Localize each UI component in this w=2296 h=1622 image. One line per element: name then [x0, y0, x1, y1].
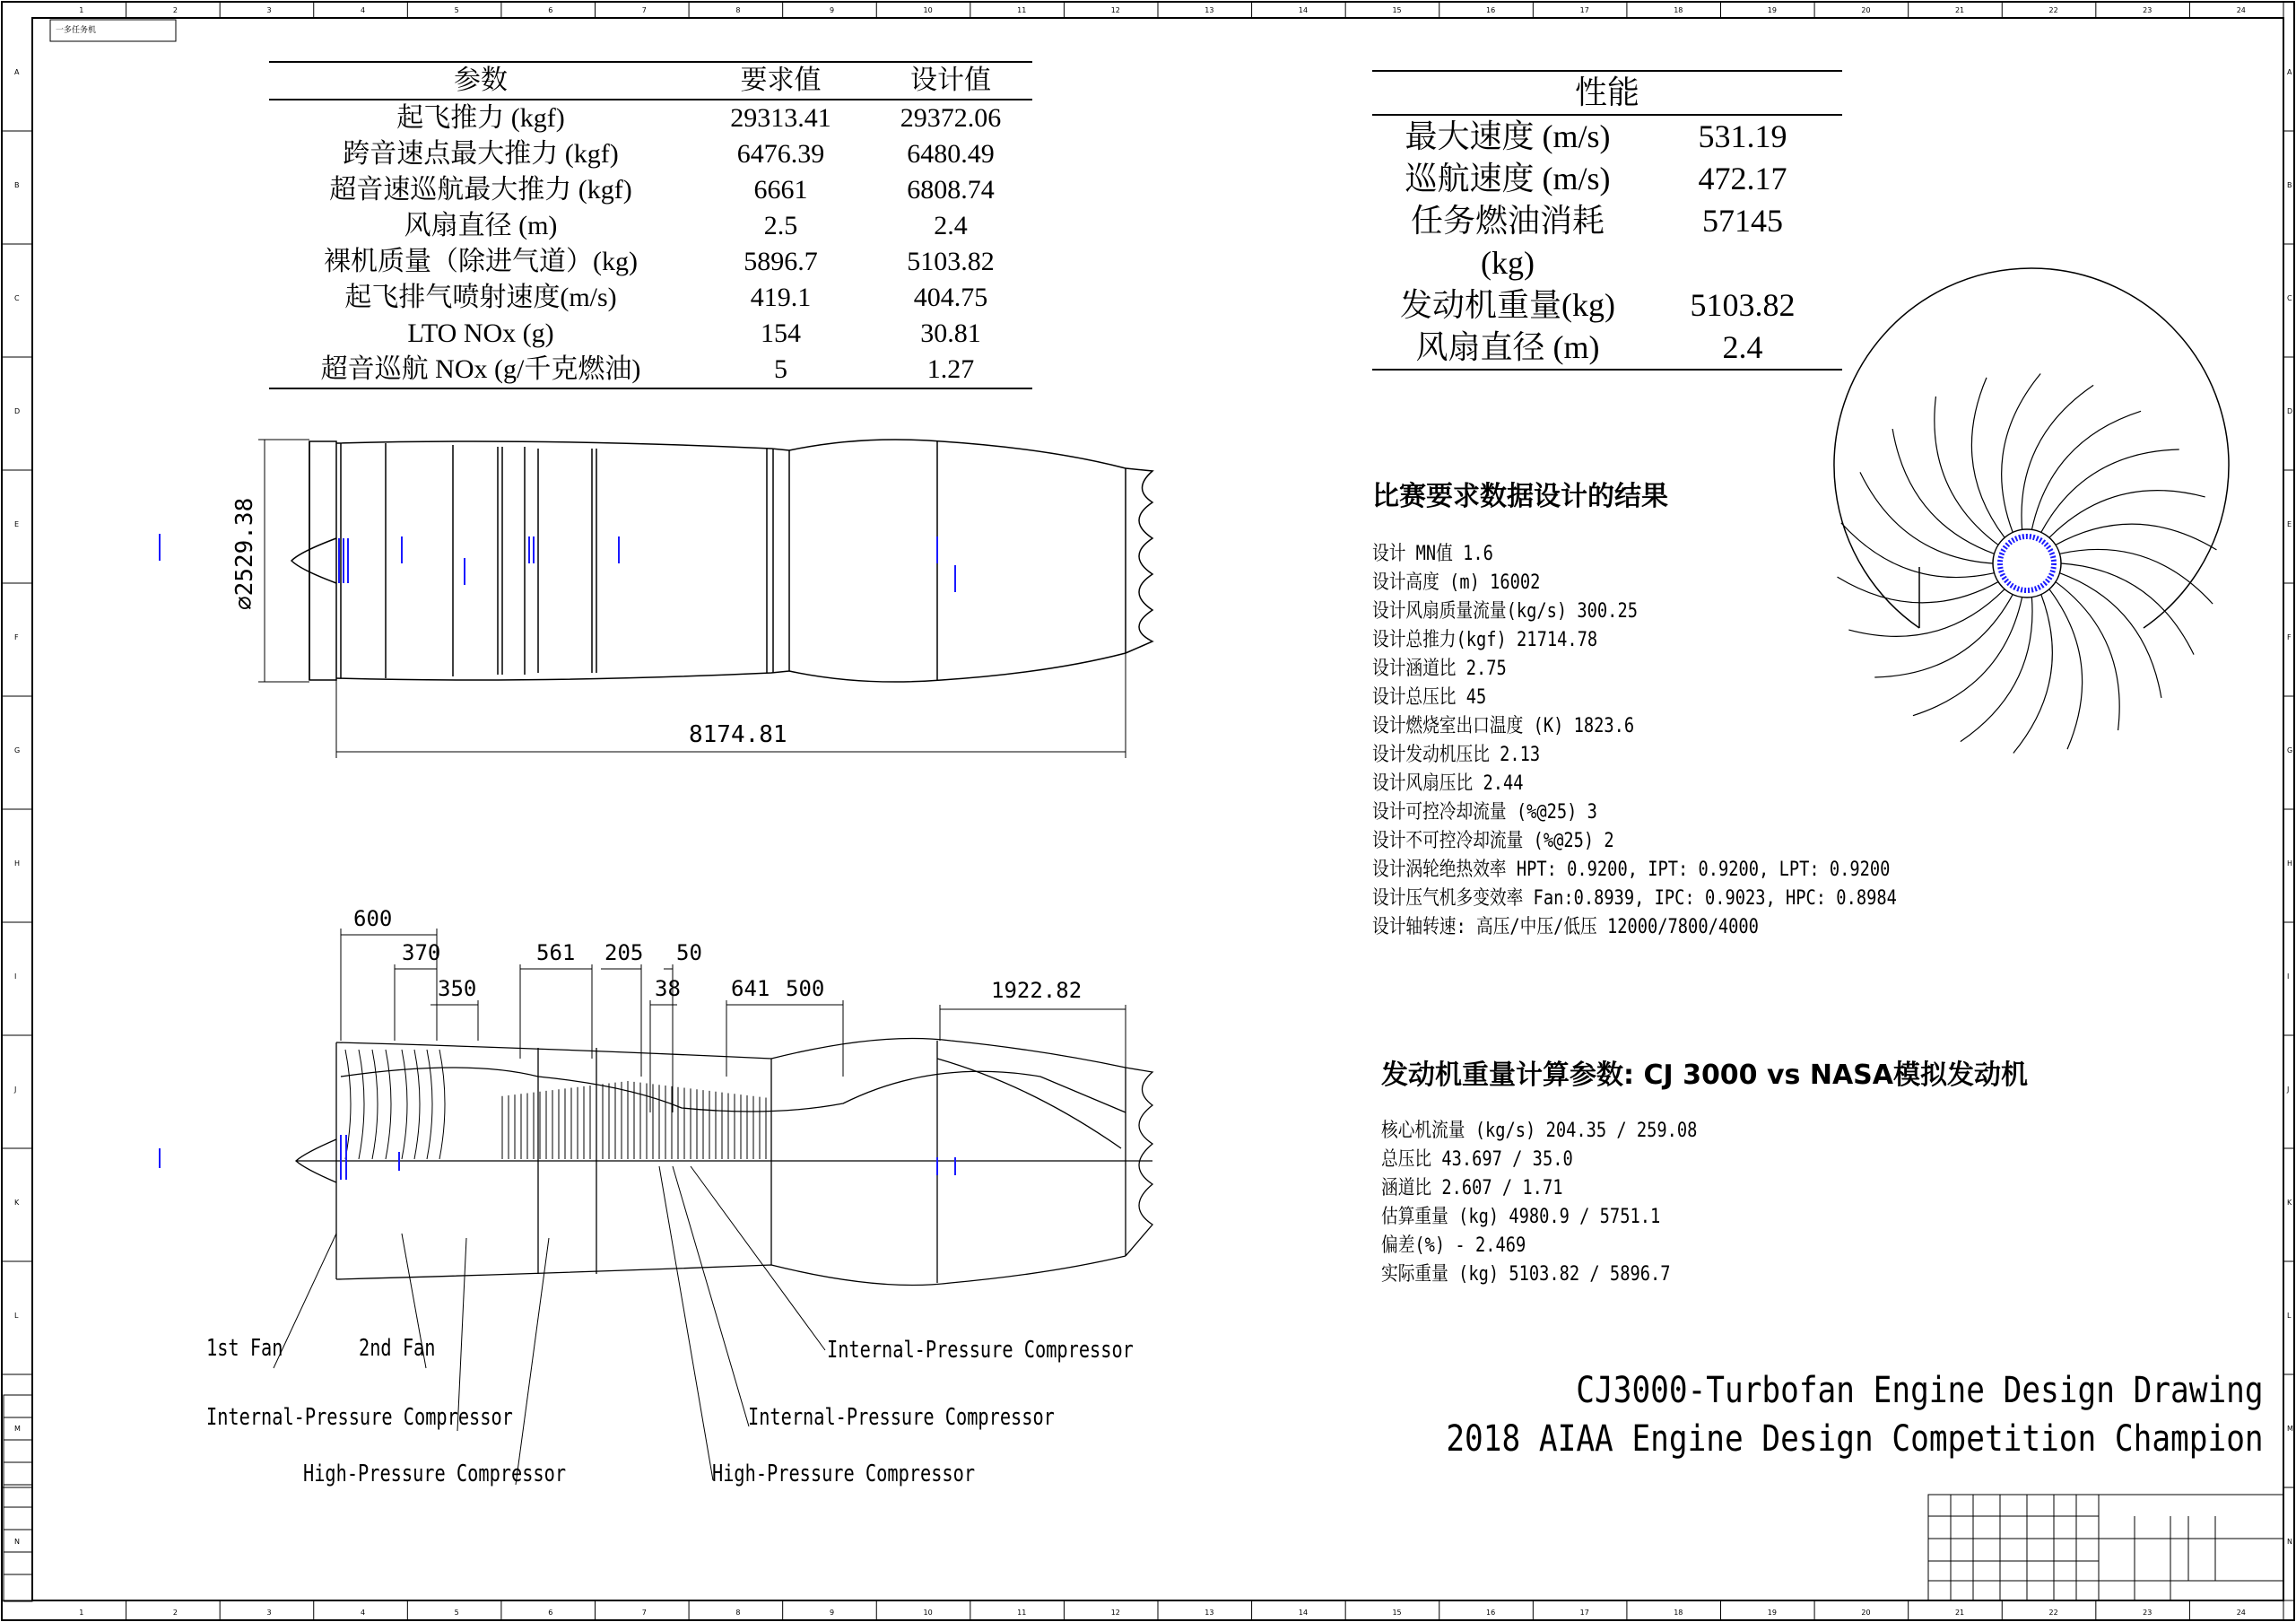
required-cell: 5 [692, 352, 869, 388]
param-cell: LTO NOx (g) [407, 318, 554, 348]
list-item: 设计风扇质量流量(kg/s) 300.25 [1372, 600, 1638, 623]
list-item: 设计发动机压比 2.13 [1372, 744, 1541, 766]
border-number: 6 [548, 1609, 553, 1617]
border-number: 4 [361, 6, 366, 14]
design-cell: 1.27 [869, 352, 1032, 388]
dim-500: 500 [786, 976, 825, 1001]
col-header-param: 参数 [269, 62, 692, 100]
list-item: 设计可控冷却流量 (%@25) 3 [1372, 801, 1597, 824]
list-item: 设计总推力(kgf) 21714.78 [1372, 629, 1598, 651]
dim-561: 561 [536, 940, 576, 965]
border-number: 12 [1110, 1609, 1120, 1617]
border-number: 11 [1017, 6, 1027, 14]
performance-value: 531.19 [1698, 118, 1787, 154]
list-item: 设计涡轮绝热效率 HPT: 0.9200, IPT: 0.9200, LPT: 0.9200 [1372, 859, 1891, 881]
dim-600: 600 [353, 906, 393, 931]
list-item: 设计 MN值 1.6 [1372, 543, 1493, 565]
design-cell: 404.75 [913, 283, 988, 312]
design-cell: 29372.06 [900, 103, 1002, 133]
border-number: 6 [548, 6, 553, 14]
border-letter: B [2287, 181, 2292, 189]
list-item: 设计风扇压比 2.44 [1372, 772, 1524, 795]
border-letter: C [2287, 294, 2292, 302]
border-number: 2 [172, 1609, 178, 1617]
border-letter: J [14, 1086, 17, 1094]
border-number: 1 [79, 6, 84, 14]
list-item: 偏差(%) - 2.469 [1381, 1234, 1526, 1257]
list-item: 设计燃烧室出口温度 (K) 1823.6 [1372, 715, 1635, 737]
callout-ipc-right-top: Internal-Pressure Compressor [827, 1337, 1134, 1364]
callout-1st-fan: 1st Fan [206, 1335, 283, 1362]
performance-value: 2.4 [1643, 327, 1842, 370]
border-number: 5 [454, 1609, 459, 1617]
border-number: 11 [1017, 1609, 1027, 1617]
border-number: 16 [1486, 6, 1496, 14]
border-number: 24 [2236, 1609, 2246, 1617]
border-number: 17 [1579, 6, 1589, 14]
border-number: 12 [1110, 6, 1120, 14]
required-cell: 6661 [753, 175, 808, 205]
required-cell: 419.1 [750, 283, 812, 312]
rotor-blade [414, 1050, 420, 1159]
performance-value: 57145 [1702, 203, 1783, 239]
param-cell: 起飞推力 (kgf) [396, 103, 565, 133]
border-letter: M [2287, 1425, 2293, 1433]
border-number: 10 [923, 1609, 933, 1617]
border-number: 20 [1861, 1609, 1871, 1617]
rotor-blade [439, 1050, 445, 1159]
border-letter: G [14, 746, 21, 754]
border-letter: H [14, 859, 21, 868]
performance-label: 发动机重量(kg) [1400, 287, 1615, 323]
dim-370: 370 [402, 940, 441, 965]
border-number: 10 [923, 6, 933, 14]
list-item: 估算重量 (kg) 4980.9 / 5751.1 [1381, 1206, 1661, 1228]
list-item: 设计不可控冷却流量 (%@25) 2 [1372, 830, 1614, 852]
callout-hpc-right: High-Pressure Compressor [712, 1461, 976, 1487]
drawing-header-label: 一多任务机 [56, 26, 97, 35]
callout-ipc-right: Internal-Pressure Compressor [748, 1404, 1055, 1431]
border-number: 4 [361, 1609, 366, 1617]
border-number: 9 [829, 6, 835, 14]
list-item: 设计总压比 45 [1372, 686, 1487, 709]
border-number: 22 [2048, 6, 2058, 14]
performance-label: 巡航速度 (m/s) [1405, 161, 1611, 196]
border-number: 24 [2236, 6, 2246, 14]
performance-label: (kg) [1481, 245, 1535, 281]
drawing-title-line2: 2018 AIAA Engine Design Competition Champion [1446, 1418, 2264, 1460]
border-number: 14 [1298, 1609, 1309, 1617]
weight-params-title: 发动机重量计算参数: CJ 3000 vs NASA模拟发动机 [1381, 1060, 2029, 1091]
border-letter: L [2287, 1312, 2292, 1320]
border-letter: J [2287, 1086, 2290, 1094]
callout-ipc-left: Internal-Pressure Compressor [206, 1404, 513, 1431]
border-number: 13 [1205, 1609, 1214, 1617]
border-number: 7 [641, 1609, 647, 1617]
design-cell: 2.4 [934, 211, 968, 240]
border-number: 15 [1392, 6, 1402, 14]
list-item: 实际重量 (kg) 5103.82 / 5896.7 [1381, 1263, 1671, 1286]
border-letter: I [2287, 972, 2290, 981]
border-letter: K [14, 1199, 20, 1207]
border-letter: H [2287, 859, 2293, 868]
border-number: 23 [2143, 6, 2152, 14]
rotor-blade [427, 1050, 432, 1159]
design-results-title: 比赛要求数据设计的结果 [1372, 481, 1668, 512]
required-cell: 154 [761, 318, 801, 348]
border-letter: G [2287, 746, 2293, 754]
list-item: 核心机流量 (kg/s) 204.35 / 259.08 [1381, 1120, 1698, 1142]
border-letter: F [14, 633, 19, 641]
col-header-design: 设计值 [869, 62, 1032, 100]
list-item: 设计涵道比 2.75 [1372, 658, 1507, 680]
border-letter: M [14, 1425, 21, 1433]
design-cell: 6808.74 [907, 175, 995, 205]
length-dimension: 8174.81 [689, 721, 787, 748]
border-letter: D [2287, 407, 2293, 415]
border-number: 18 [1674, 6, 1683, 14]
list-item: 总压比 43.697 / 35.0 [1381, 1148, 1573, 1171]
border-number: 5 [454, 6, 459, 14]
required-cell: 5896.7 [744, 247, 818, 276]
border-number: 14 [1298, 6, 1309, 14]
performance-value: 5103.82 [1690, 287, 1796, 323]
performance-value: 472.17 [1698, 161, 1787, 196]
list-item: 设计轴转速: 高压/中压/低压 12000/7800/4000 [1372, 916, 1759, 938]
border-number: 8 [735, 6, 741, 14]
dim-205: 205 [604, 940, 644, 965]
dim-50: 50 [676, 940, 702, 965]
diameter-dimension: ⌀2529.38 [231, 497, 258, 610]
dim-38: 38 [655, 976, 681, 1001]
border-letter: E [14, 520, 20, 528]
required-cell: 29313.41 [730, 103, 831, 133]
param-cell: 超音巡航 NOx (g/千克燃油) [269, 352, 692, 388]
rotor-blade [372, 1050, 378, 1159]
border-letter: N [2287, 1538, 2292, 1546]
performance-label: 任务燃油消耗 [1410, 203, 1605, 239]
callout-2nd-fan: 2nd Fan [359, 1335, 436, 1362]
performance-label: 最大速度 (m/s) [1405, 118, 1611, 154]
param-cell: 起飞排气喷射速度(m/s) [344, 283, 617, 312]
border-number: 3 [266, 1609, 272, 1617]
border-number: 21 [1954, 1609, 1965, 1617]
border-letter: F [2287, 633, 2292, 641]
drawing-title-line1: CJ3000-Turbofan Engine Design Drawing [1576, 1370, 2264, 1411]
border-number: 22 [2048, 1609, 2058, 1617]
border-letter: K [2287, 1199, 2292, 1207]
param-cell: 超音速巡航最大推力 (kgf) [329, 175, 632, 205]
border-letter: E [2287, 520, 2292, 528]
border-number: 1 [79, 1609, 84, 1617]
dim-350: 350 [438, 976, 477, 1001]
border-letter: L [14, 1312, 19, 1320]
param-cell: 跨音速点最大推力 (kgf) [343, 139, 619, 169]
design-cell: 30.81 [920, 318, 981, 348]
required-cell: 2.5 [763, 211, 798, 240]
border-letter: A [2287, 68, 2292, 76]
border-number: 2 [172, 6, 178, 14]
border-number: 23 [2143, 1609, 2152, 1617]
border-letter: B [14, 181, 20, 189]
rotor-blade [386, 1050, 391, 1159]
performance-label: 风扇直径 (m) [1372, 327, 1643, 370]
col-header-required: 要求值 [692, 62, 869, 100]
border-number: 19 [1767, 1609, 1777, 1617]
design-cell: 5103.82 [907, 247, 995, 276]
performance-header: 性能 [1372, 71, 1842, 115]
param-cell: 风扇直径 (m) [404, 211, 558, 240]
list-item: 涵道比 2.607 / 1.71 [1381, 1177, 1563, 1199]
drawing-title [1447, 1366, 2264, 1463]
dim-641: 641 [731, 976, 770, 1001]
design-cell: 6480.49 [907, 139, 995, 169]
list-item: 设计高度 (m) 16002 [1372, 571, 1541, 594]
dim-1922: 1922.82 [991, 978, 1083, 1003]
border-number: 15 [1392, 1609, 1402, 1617]
border-number: 8 [735, 1609, 741, 1617]
border-letter: C [14, 294, 20, 302]
param-cell: 裸机质量（除进气道）(kg) [324, 247, 638, 276]
border-letter: I [14, 972, 17, 981]
diameter-value: 2529.38 [231, 497, 258, 597]
border-letter: N [14, 1538, 20, 1546]
border-letter: D [14, 407, 21, 415]
rotor-blade [402, 1050, 407, 1159]
border-number: 20 [1861, 6, 1871, 14]
border-number: 3 [266, 6, 272, 14]
callout-hpc-left: High-Pressure Compressor [303, 1461, 567, 1487]
required-cell: 6476.39 [736, 139, 825, 169]
border-number: 7 [641, 6, 647, 14]
border-number: 19 [1767, 6, 1777, 14]
border-number: 13 [1205, 6, 1214, 14]
border-number: 16 [1486, 1609, 1496, 1617]
rotor-blade [359, 1050, 364, 1159]
border-number: 9 [829, 1609, 835, 1617]
border-number: 18 [1674, 1609, 1683, 1617]
border-number: 17 [1579, 1609, 1589, 1617]
border-letter: A [14, 68, 20, 76]
border-number: 21 [1954, 6, 1965, 14]
list-item: 设计压气机多变效率 Fan:0.8939, IPC: 0.9023, HPC: 0.8984 [1372, 887, 1897, 910]
